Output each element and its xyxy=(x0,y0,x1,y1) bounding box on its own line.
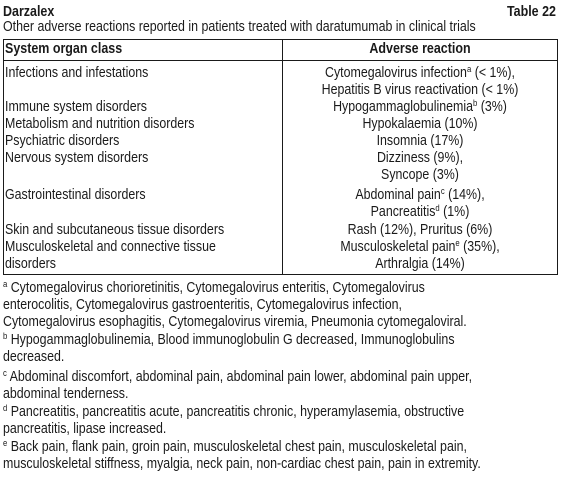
footnote-ref: d xyxy=(435,203,440,213)
footnote-b: $^b$ Hypogammaglobulinemia, Blood immunoglobulin G decreased, Immunoglobulins xyxy=(3,331,455,348)
table-cell-soc: Skin and subcutaneous tissue disorders xyxy=(5,222,225,238)
table-cell-reaction: Dizziness (9%), xyxy=(376,150,464,166)
table-cell-reaction: Abdominal pain$^c$ (14%), xyxy=(355,186,485,203)
table-caption: Other adverse reactions reported in patients treated with daratumumab in clinical trials xyxy=(3,19,476,35)
table-cell-soc: Psychiatric disorders xyxy=(5,133,120,149)
footnote-ref: b xyxy=(472,98,478,108)
footnote-a: $^a$ Cytomegalovirus chorioretinitis, Cytomegalovirus enteritis, Cytomegalovirus xyxy=(3,279,425,296)
column-divider xyxy=(282,40,283,274)
table-cell-reaction: Syncope (3%) xyxy=(381,167,459,183)
table-cell-reaction: Cytomegalovirus infection$^a$ (< 1%), xyxy=(325,64,515,81)
footnote-d-line: pancreatitis, lipase increased. xyxy=(3,421,167,437)
footnote-c: $^c$ Abdominal discomfort, abdominal pain, abdominal pain lower, abdominal pain upper, xyxy=(3,368,473,385)
footnote-e: $^e$ Back pain, flank pain, groin pain, musculoskeletal chest pain, musculoskeletal pain, xyxy=(3,438,467,455)
footnote-a-line: enterocolitis, Cytomegalovirus gastroenteritis, Cytomegalovirus infection, xyxy=(3,297,402,313)
column-header-system-organ-class: System organ class xyxy=(5,41,123,57)
table-cell-soc: Musculoskeletal and connective tissue xyxy=(5,239,216,255)
brand-name: Darzalex xyxy=(3,4,55,20)
table-cell-reaction: Hypogammaglobulinemia$^b$ (3%) xyxy=(333,98,507,115)
table-cell-reaction: Musculoskeletal pain$^e$ (35%), xyxy=(340,238,500,255)
table-cell-soc: Metabolism and nutrition disorders xyxy=(5,116,195,132)
footnote-c-line: abdominal tenderness. xyxy=(3,386,129,402)
footnote-b-line: decreased. xyxy=(3,349,65,365)
table-cell-soc: Infections and infestations xyxy=(5,65,149,81)
table-cell-reaction: Insomnia (17%) xyxy=(376,133,464,149)
footnote-a-line: Cytomegalovirus esophagitis, Cytomegalovirus viremia, Pneumonia cytomegaloviral. xyxy=(3,314,467,330)
table-header-row xyxy=(4,40,557,61)
title-row xyxy=(3,2,556,20)
table-cell-reaction: Hypokalaemia (10%) xyxy=(362,116,478,132)
column-header-adverse-reaction: Adverse reaction xyxy=(369,41,471,57)
table-cell-reaction: Rash (12%), Pruritus (6%) xyxy=(347,222,493,238)
footnote-e-line: musculoskeletal stiffness, myalgia, neck pain, non-cardiac chest pain, pain in extremity. xyxy=(3,456,481,472)
footnote-d: $^d$ Pancreatitis, pancreatitis acute, pancreatitis chronic, hyperamylasemia, obstructive xyxy=(3,403,465,420)
table-cell-soc: Immune system disorders xyxy=(5,99,147,115)
footnote-ref: a xyxy=(466,64,472,74)
table-cell-soc: Gastrointestinal disorders xyxy=(5,187,146,203)
table-cell-soc: Nervous system disorders xyxy=(5,150,149,166)
footnote-ref: c xyxy=(440,186,445,196)
adverse-reactions-table xyxy=(3,39,558,275)
footnote-ref: e xyxy=(455,238,460,248)
table-cell-soc-continued: disorders xyxy=(5,256,56,272)
table-cell-reaction: Hepatitis B virus reactivation (< 1%) xyxy=(321,82,519,98)
table-cell-reaction: Pancreatitis$^d$ (1%) xyxy=(370,203,470,220)
table-cell-reaction: Arthralgia (14%) xyxy=(375,256,465,272)
table-number: Table 22 xyxy=(507,4,556,20)
